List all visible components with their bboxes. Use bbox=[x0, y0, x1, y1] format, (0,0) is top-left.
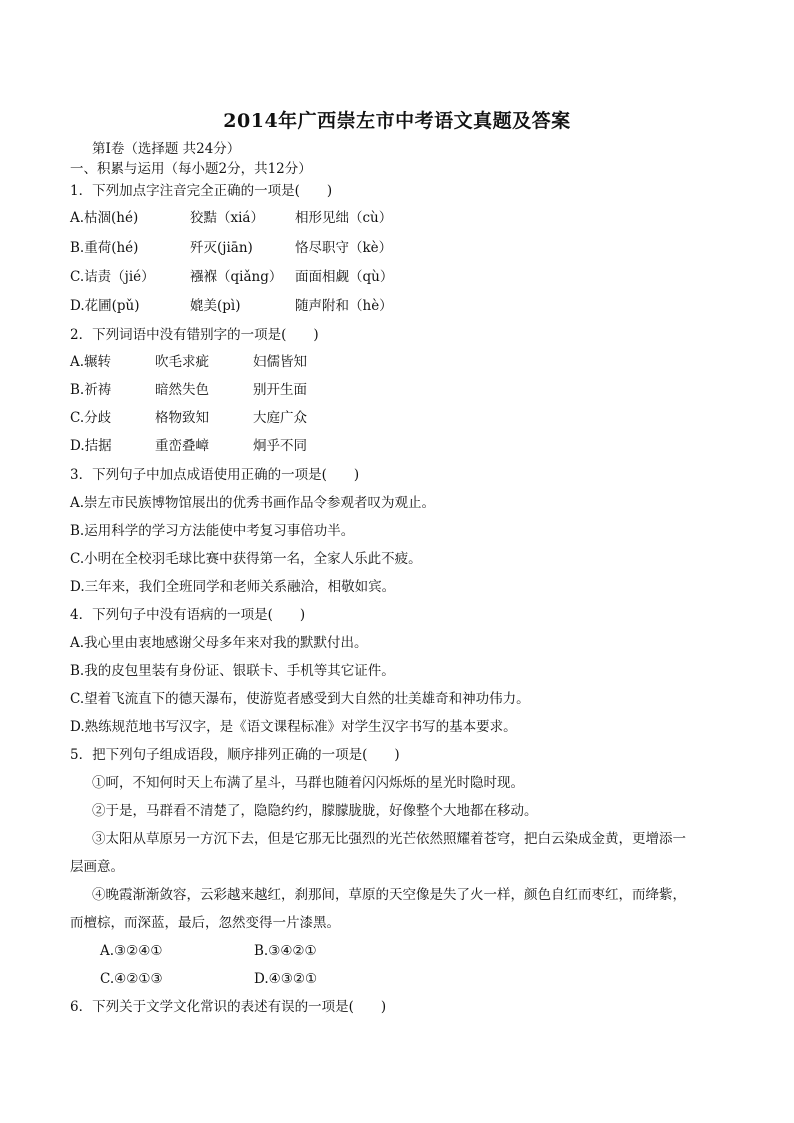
question-4-option-c: C.望着飞流直下的德天瀑布，使游览者感受到大自然的壮美雄奇和神功伟力。 bbox=[70, 691, 530, 707]
option-word: 重峦叠嶂 bbox=[155, 438, 209, 454]
question-1-stem: 1．下列加点字注音完全正确的一项是( ) bbox=[70, 183, 333, 199]
option-word: 媲美(pì) bbox=[190, 298, 241, 314]
option-word: 格物致知 bbox=[155, 410, 209, 426]
option-word: C.分歧 bbox=[70, 410, 112, 426]
option-word: D.花圃(pǔ) bbox=[70, 298, 140, 314]
question-5-sentence-3-cont: 层画意。 bbox=[70, 859, 124, 875]
question-4-option-b: B.我的皮包里装有身份证、银联卡、手机等其它证件。 bbox=[70, 663, 395, 679]
question-5-sentence-4: ④晚霞渐渐敛容，云彩越来越红，刹那间，草原的天空像是失了火一样，颜色自红而枣红，而绛紫， bbox=[92, 887, 686, 903]
page-title: 2014年广西崇左市中考语文真题及答案 bbox=[223, 110, 571, 132]
option-word: 炯乎不同 bbox=[253, 438, 307, 454]
option-word: 襁褓（qiǎng） bbox=[190, 269, 283, 285]
question-2-stem: 2．下列词语中没有错别字的一项是( ) bbox=[70, 327, 319, 343]
question-5-options-row-1 bbox=[100, 942, 317, 960]
option-word: C.诘责（jié） bbox=[70, 269, 155, 285]
question-5-option-b: B.③④②① bbox=[254, 943, 317, 959]
question-5-sentence-3: ③太阳从草原另一方沉下去，但是它那无比强烈的光芒依然照耀着苍穹，把白云染成金黄，更增添一 bbox=[92, 831, 686, 847]
question-6-stem: 6．下列关于文学文化常识的表述有误的一项是( ) bbox=[70, 999, 387, 1015]
question-5-option-c: C.④②①③ bbox=[100, 971, 163, 987]
question-3-option-c: C.小明在全校羽毛球比赛中获得第一名，全家人乐此不疲。 bbox=[70, 551, 422, 567]
question-5-sentence-2: ②于是，马群看不清楚了，隐隐约约，朦朦胧胧，好像整个大地都在移动。 bbox=[92, 803, 538, 819]
question-1-option-b bbox=[70, 239, 392, 257]
question-2-option-c bbox=[70, 409, 307, 427]
question-2-option-d bbox=[70, 437, 307, 455]
question-1-option-d bbox=[70, 297, 393, 315]
option-word: 随声附和（hè） bbox=[295, 298, 393, 314]
option-word: 相形见绌（cù） bbox=[295, 210, 393, 226]
question-3-option-a: A.崇左市民族博物馆展出的优秀书画作品令参观者叹为观止。 bbox=[70, 495, 436, 511]
question-3-option-d: D.三年来，我们全班同学和老师关系融洽，相敬如宾。 bbox=[70, 579, 396, 595]
option-word: A.枯涸(hé) bbox=[70, 210, 139, 226]
option-word: 面面相觑（qù） bbox=[295, 269, 394, 285]
question-5-sentence-1: ①呵，不知何时天上布满了星斗，马群也随着闪闪烁烁的星光时隐时现。 bbox=[92, 775, 524, 791]
question-5-sentence-4-cont: 而檀棕，而深蓝，最后，忽然变得一片漆黑。 bbox=[70, 915, 340, 931]
question-5-option-d: D.④③②① bbox=[254, 971, 318, 987]
question-3-stem: 3．下列句子中加点成语使用正确的一项是( ) bbox=[70, 467, 360, 483]
question-4-option-d: D.熟练规范地书写汉字，是《语文课程标准》对学生汉字书写的基本要求。 bbox=[70, 719, 517, 735]
volume-heading: 第Ⅰ卷（选择题 共24分） bbox=[92, 141, 241, 157]
option-word: 歼灭(jiān) bbox=[190, 240, 253, 256]
question-2-option-b bbox=[70, 381, 307, 399]
option-word: 别开生面 bbox=[253, 382, 307, 398]
option-word: 妇儒皆知 bbox=[253, 354, 307, 370]
option-word: 恪尽职守（kè） bbox=[295, 240, 393, 256]
question-5-stem: 5．把下列句子组成语段，顺序排列正确的一项是( ) bbox=[70, 747, 400, 763]
option-word: 大庭广众 bbox=[253, 410, 307, 426]
option-word: B.重荷(hé) bbox=[70, 240, 139, 256]
question-1-option-c bbox=[70, 268, 393, 286]
section-heading: 一、积累与运用（每小题2分，共12分） bbox=[70, 161, 312, 177]
question-4-stem: 4．下列句子中没有语病的一项是( ) bbox=[70, 607, 306, 623]
question-1-option-a bbox=[70, 209, 392, 227]
option-word: D.拮据 bbox=[70, 438, 112, 454]
option-word: 暗然失色 bbox=[155, 382, 209, 398]
option-word: A.辗转 bbox=[70, 354, 112, 370]
option-word: 狡黠（xiá） bbox=[190, 210, 264, 226]
option-word: 吹毛求疵 bbox=[155, 354, 209, 370]
question-5-options-row-2 bbox=[100, 970, 317, 988]
question-4-option-a: A.我心里由衷地感谢父母多年来对我的默默付出。 bbox=[70, 635, 368, 651]
question-3-option-b: B.运用科学的学习方法能使中考复习事倍功半。 bbox=[70, 523, 355, 539]
question-2-option-a bbox=[70, 353, 307, 371]
option-word: B.祈祷 bbox=[70, 382, 112, 398]
question-5-option-a: A.③②④① bbox=[100, 943, 163, 959]
